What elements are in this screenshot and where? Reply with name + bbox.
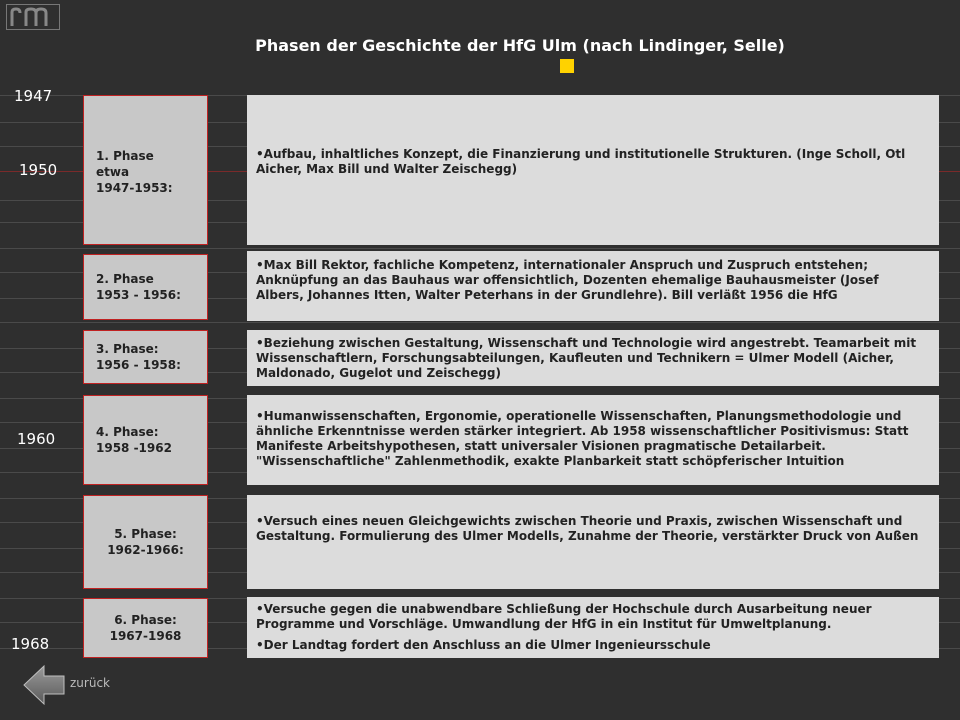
accent-square [560, 59, 574, 73]
phase-1-label-line: etwa [96, 165, 130, 179]
phase-2-label-line: 1953 - 1956: [96, 288, 181, 302]
phase-2-description [247, 251, 939, 321]
phase-2-label [83, 254, 208, 320]
phase-1-description [247, 95, 939, 245]
phase-6-point: • Der Landtag fordert den Anschluss an die Ulmer Ingenieursschule [256, 638, 929, 653]
phase-1-point: • Aufbau, inhaltliches Konzept, die Finanzierung und institutionelle Strukturen. (Inge Scholl, Otl Aicher, Max Bill und Walter Zeischegg) [256, 147, 929, 177]
rm-logo [6, 4, 60, 30]
phase-1-label [83, 95, 208, 245]
phase-4-label [83, 395, 208, 485]
back-link[interactable]: zurück [70, 676, 110, 690]
phase-1-label-line: 1. Phase [96, 149, 154, 163]
phase-5-description [247, 495, 939, 589]
year-label-1960: 1960 [17, 430, 56, 448]
year-label-1947: 1947 [14, 87, 53, 105]
phase-5-label [83, 495, 208, 589]
phase-4-description [247, 395, 939, 485]
phase-2-label-line: 2. Phase [96, 272, 154, 286]
year-label-1950: 1950 [19, 161, 58, 179]
phase-2-point: • Max Bill Rektor, fachliche Kompetenz, internationaler Anspruch und Zuspruch entstehen; Anknüpfung an das Bauhaus war offensichtlich, Dozenten ehemalige Bauhausmeister (Josef Albers, Johannes Itten, Walter Peterhans in der Grundlehre). Bill verläßt 1956 die HfG [256, 258, 929, 303]
phase-3-description [247, 330, 939, 386]
phase-3-label-line: 1956 - 1958: [96, 358, 181, 372]
phase-1-label-line: 1947-1953: [96, 181, 173, 195]
page-title: Phasen der Geschichte der HfG Ulm (nach Lindinger, Selle) [255, 36, 785, 55]
phase-5-point: • Versuch eines neuen Gleichgewichts zwischen Theorie und Praxis, zwischen Wissenschaft und Gestaltung. Formulierung des Ulmer Modells, Zunahme der Theorie, verstärkter Druck von Außen [256, 514, 929, 544]
phase-6-point: • Versuche gegen die unabwendbare Schließung der Hochschule durch Ausarbeitung neuer Programme und Vorschläge. Umwandlung der HfG in ein Institut für Umweltplanung. [256, 602, 929, 632]
phase-5-label-line: 1962-1966: [107, 543, 184, 557]
phase-3-label-line: 3. Phase: [96, 342, 159, 356]
phase-4-label-line: 1958 -1962 [96, 441, 172, 455]
year-label-1968: 1968 [11, 635, 50, 653]
phase-6-label-line: 6. Phase: [114, 613, 177, 627]
back-arrow-icon[interactable] [22, 662, 68, 708]
phase-6-label-line: 1967-1968 [109, 629, 182, 643]
phase-4-point: • Humanwissenschaften, Ergonomie, operationelle Wissenschaften, Planungsmethodologie und ähnliche Erkenntnisse werden stärker integriert. Ab 1958 wissenschaftlicher Positivismus: Statt Manifeste Arbeitshypothesen, statt universaler Visionen pragmatische Detailarbeit. "Wissenschaftliche" Zahlenmethodik, exakte Planbarkeit statt schöpferischer Intuition [256, 409, 929, 469]
phase-3-point: • Beziehung zwischen Gestaltung, Wissenschaft und Technologie wird angestrebt. Teamarbeit mit Wissenschaftlern, Forschungsabteilungen, Kaufleuten und Technikern = Ulmer Modell (Aicher, Maldonado, Gugelot und Zeischegg) [256, 336, 929, 381]
phase-6-description [247, 597, 939, 658]
phase-4-label-line: 4. Phase: [96, 425, 159, 439]
phase-3-label [83, 330, 208, 384]
phase-6-label [83, 598, 208, 658]
phase-5-label-line: 5. Phase: [114, 527, 177, 541]
